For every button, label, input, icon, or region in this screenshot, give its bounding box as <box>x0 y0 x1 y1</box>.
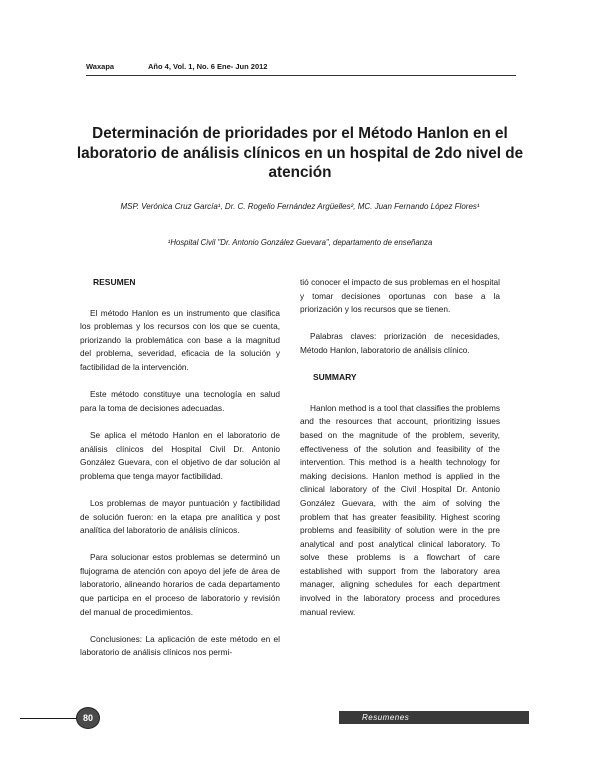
resumen-paragraph: Para solucionar estos problemas se determinó un flujograma de atención con apoyo del jefe de área de laboratorio, alineando horarios de cada departamento que participa en el proceso de laboratorio y revisión del manual de procedimientos. <box>80 552 280 617</box>
summary-heading: SUMMARY <box>313 372 357 383</box>
resumen-paragraph: Conclusiones: La aplicación de este método en el laboratorio de análisis clínicos nos permi- <box>80 633 280 658</box>
journal-name: Waxapa <box>86 62 115 71</box>
resumen-paragraph: Este método constituye una tecnología en salud para la toma de decisiones adecuadas. <box>80 389 280 413</box>
author-list: MSP. Verónica Cruz García¹, Dr. C. Rogelio Fernández Argüelles², MC. Juan Fernando López Flores¹ <box>120 202 480 211</box>
resumen-heading: RESUMEN <box>93 277 136 287</box>
right-column <box>300 276 500 619</box>
footer-section-label: Resumenes <box>362 713 410 722</box>
resumen-paragraph: Se aplica el método Hanlon en el laboratorio de análisis clínicos del Hospital Civil Dr. Antonio González Guevara, con el objetivo de dar solución al problema que tenga mayor factibilidad. <box>80 429 280 481</box>
issue-info: Año 4, Vol. 1, No. 6 Ene- Jun 2012 <box>148 62 268 71</box>
resumen-paragraph: Los problemas de mayor puntuación y factibilidad de solución fueron: en la etapa pre analítica y post analítica del laboratorio de análisis clínicos. <box>80 497 280 536</box>
resumen-continuation: tió conocer el impacto de sus problemas en el hospital y tomar decisiones oportunas con base a la priorización y los recursos que se tienen. <box>300 277 500 315</box>
affiliation: ¹Hospital Civil "Dr. Antonio González Guevara", departamento de enseñanza <box>167 238 433 247</box>
page-number-badge: 80 <box>76 707 100 729</box>
left-column <box>80 276 280 674</box>
running-header <box>86 62 516 74</box>
resumen-paragraph: El método Hanlon es un instrumento que clasifica los problemas y los recursos con los que se cuenta, priorizando la problemática con base a la magnitud del problema, severidad, eficacia de la solución y factibilidad de la intervención. <box>80 307 280 372</box>
article-title: Determinación de prioridades por el Método Hanlon en el laboratorio de análisis clínicos en un hospital de 2do nivel de atención <box>76 125 524 181</box>
summary-text: Hanlon method is a tool that classifies the problems and the resources that account, prioritizing issues based on the magnitude of the problem, severity, effectiveness of the solution and feasibility of the intervention. This method is a health technology for making decisions. Hanlon method is applied in the clinical laboratory of the Civil Hospital Dr. Antonio González Guevara, with the aim of solving the problem that has greater feasibility. Highest scoring problems and feasibility of solution were in the pre analytical and post analytical clinical laboratory. To solve these problems is a flowchart of care established with support from the laboratory area manager, aligning schedules for each department involved in the laboratory process and procedures manual review. <box>300 402 500 617</box>
header-rule <box>86 75 516 76</box>
keywords: Palabras claves: priorización de necesidades, Método Hanlon, laboratorio de análisis clínico. <box>300 331 500 355</box>
